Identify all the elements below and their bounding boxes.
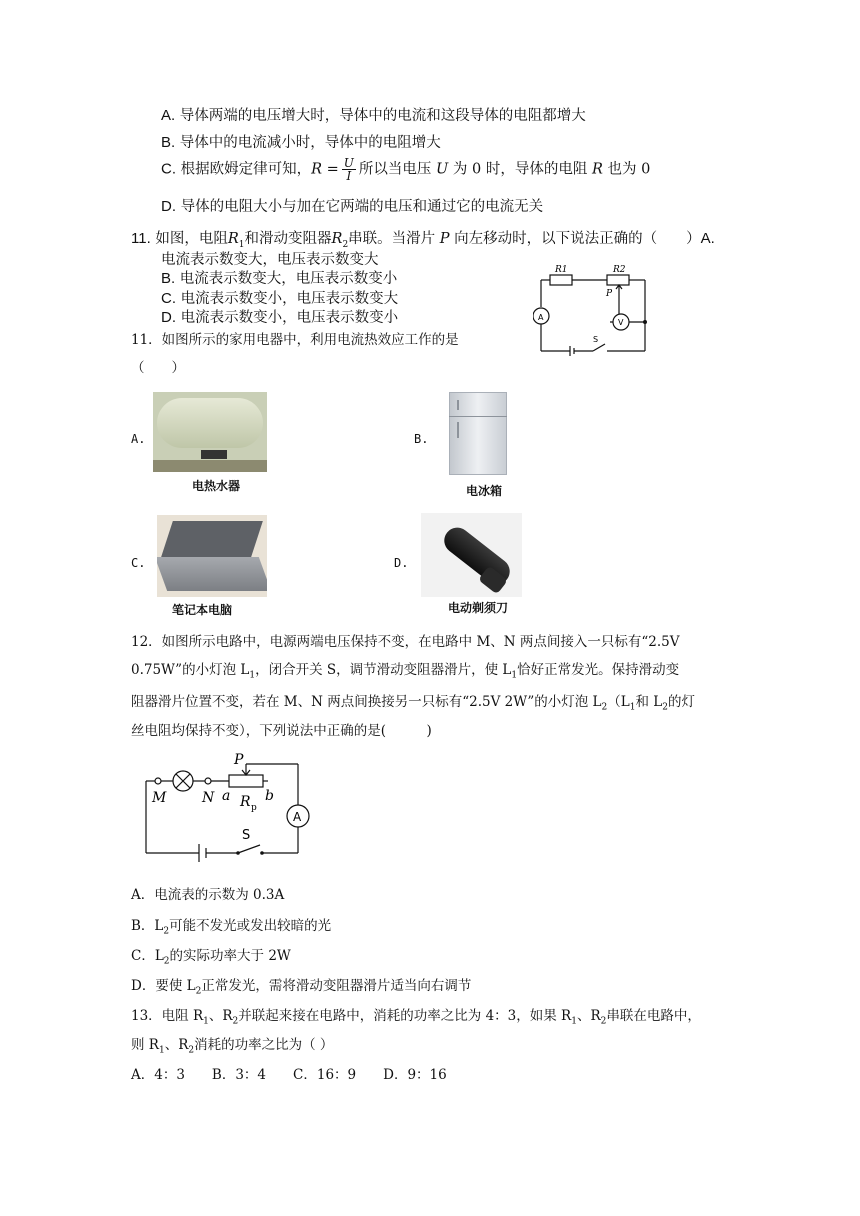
q11a-option-b [161,267,397,288]
variable: R [227,231,239,247]
variable: P [439,231,450,247]
q10-option-d [161,195,543,216]
subscript: 1 [629,702,636,713]
option-text: 所以当电压 [358,161,437,178]
switch [593,344,605,351]
option-letter-c: C. [131,556,146,570]
option-letter: C. [161,290,176,307]
option-text: 为 0 时，导体的电阻 [448,161,592,178]
question-number: 11. [131,230,151,247]
stem-text: 的灯 [667,694,695,710]
label-ammeter: A [538,313,544,322]
stem-text: 恰好正常发光。保持滑动变 [517,662,680,678]
label-voltmeter: V [618,318,624,327]
subscript: 2 [195,986,202,997]
stem-text: 则 R [131,1037,159,1053]
label-rp: R [240,794,251,810]
fridge-image [445,390,517,477]
q10-option-b [161,131,441,152]
label-r1: R1 [555,265,568,275]
option-letter: B. [161,270,176,287]
option-letter: C. [161,160,176,178]
variable: U [436,161,449,178]
label-r2: R2 [613,265,626,275]
stem-text: 、R [576,1008,601,1024]
stem-text: 并联起来接在电路中，消耗的功率之比为 4：3，如果 R [238,1008,572,1024]
option-letter-d: D. [394,556,409,570]
water-heater-tank [157,398,263,448]
label-rp-sub: p [251,803,257,813]
option-text: 正常发光，需将滑动变阻器滑片适当向右调节 [201,978,472,994]
subscript: 1 [238,239,245,250]
variable: R [591,161,603,178]
option-text: B．L [131,918,164,934]
subscript: 1 [203,1016,209,1027]
option-letter-b: B. [414,432,429,446]
subscript: 1 [511,670,518,681]
subscript: 1 [249,670,256,681]
stem-text: 13．电阻 R [131,1008,204,1024]
water-heater-display [201,450,227,459]
q12-option-c [131,944,291,967]
rheostat [229,775,263,787]
q12-option-a: A．电流表的示数为 0.3A [131,887,285,903]
q12-stem-line2 [131,658,679,681]
stem-text: （L [607,694,630,710]
stem-text: 串联在电路中， [606,1008,701,1024]
variable: R [331,231,343,247]
q11b-paren: （ ） [131,360,185,376]
label-p: P [606,289,613,299]
subscript: 2 [662,702,668,713]
stem-text: 、R [208,1008,233,1024]
option-text: 电流表示数变大，电压表示数变小 [179,271,398,287]
option-letter: D. [161,198,176,215]
resistor-r1 [550,275,572,285]
q12-option-b [131,914,331,937]
shaver-image [421,513,522,597]
label-switch: S [242,828,251,843]
subscript: 2 [232,1016,239,1027]
subscript: 2 [163,926,170,937]
stem-text: 和滑动变阻器 [244,231,332,247]
option-letter: A. [700,230,715,247]
label-switch: S [593,335,599,344]
fridge-handle [457,422,459,438]
q13-stem-line2 [131,1033,333,1056]
label-n: N [202,790,215,806]
option-text: 电流表示数变小，电压表示数变大 [180,291,399,307]
q12-stem-line1: 12．如图所示电路中，电源两端电压保持不变，在电路中 M、N 两点间接入一只标有“2.5V [131,634,680,650]
stem-text: 串联。当滑片 [348,231,440,247]
label-b-end: b [265,788,274,804]
q11b-stem: 11．如图所示的家用电器中，利用电流热效应工作的是 [131,332,459,348]
q11a-option-c [161,287,398,308]
laptop-image [157,515,267,597]
laptop-keyboard [157,557,267,591]
fraction [342,157,356,182]
subscript: 2 [163,956,170,967]
stem-text: 如图，电阻 [155,231,228,247]
water-heater-base [153,460,267,472]
label-p: P [234,752,244,768]
water-heater-image [153,392,267,472]
option-text: 也为 0 [602,161,651,178]
fridge-handle [457,400,459,410]
q11a-option-a-text: 电流表示数变大，电压表示数变大 [161,252,379,268]
q11a-stem [131,227,715,250]
option-text: 电流表示数变小，电压表示数变小 [180,310,399,326]
q13-stem-line1 [131,1004,701,1027]
stem-text: 阻器滑片位置不变，若在 M、N 两点间换接另一只标有“2.5V 2W”的小灯泡 L [131,694,602,710]
subscript: 2 [342,239,349,250]
subscript: 1 [158,1045,165,1056]
terminal-m [155,778,161,784]
stem-text: 向左移动时，以下说法正确的（ ） [449,231,701,247]
caption-shaver: 电动剃须刀 [448,601,509,615]
stem-text: 、R [164,1037,189,1053]
caption-laptop: 笔记本电脑 [172,603,233,617]
fraction-denominator: I [346,169,352,183]
circuit-diagram-lamp [138,750,318,862]
terminal-n [205,778,211,784]
label-a-end: a [222,788,231,804]
option-text: 导体中的电流减小时，导体中的电阻增大 [179,135,441,151]
stem-text: 0.75W”的小灯泡 L [131,662,250,678]
formula: R = [311,161,339,178]
option-letter: B. [161,134,176,151]
laptop-screen [161,521,263,557]
label-ammeter: A [293,810,302,824]
stem-text: ，闭合开关 S，调节滑动变阻器滑片，使 L [255,662,512,678]
q11a-option-d [161,306,398,327]
option-text: D．要使 L [131,978,196,994]
circuit-diagram-series [533,262,663,362]
caption-fridge: 电冰箱 [466,484,503,498]
subscript: 1 [571,1016,577,1027]
option-text: 导体两端的电压增大时，导体中的电流和这段导体的电阻都增大 [179,108,586,124]
q10-option-a [161,104,586,125]
option-letter: A. [161,107,176,124]
q12-option-d [131,974,471,997]
subscript: 2 [188,1045,195,1056]
stem-text: 和 L [635,694,663,710]
fridge-door-line [449,416,507,417]
switch [238,845,260,853]
q12-stem-line4: 丝电阻均保持不变），下列说法中正确的是( ) [131,723,432,739]
q10-option-c [161,157,650,182]
option-text: 根据欧姆定律可知， [180,161,312,178]
option-letter: D. [161,309,176,326]
subscript: 2 [601,702,608,713]
option-text: 导体的电阻大小与加在它两端的电压和通过它的电流无关 [180,199,544,215]
q13-options: A．4：3 B．3：4 C．16：9 D．9：16 [131,1067,447,1083]
option-letter-a: A. [131,432,146,446]
caption-water-heater: 电热水器 [192,479,241,493]
fraction-numerator: U [343,156,354,170]
subscript: 2 [600,1016,607,1027]
q12-stem-line3 [131,690,695,713]
option-text: 的实际功率大于 2W [169,948,291,964]
resistor-r2 [607,275,629,285]
stem-text: 消耗的功率之比为（ ） [194,1037,334,1053]
option-text: 可能不发光或发出较暗的光 [169,918,332,934]
option-text: C．L [131,948,164,964]
label-m: M [152,790,167,806]
